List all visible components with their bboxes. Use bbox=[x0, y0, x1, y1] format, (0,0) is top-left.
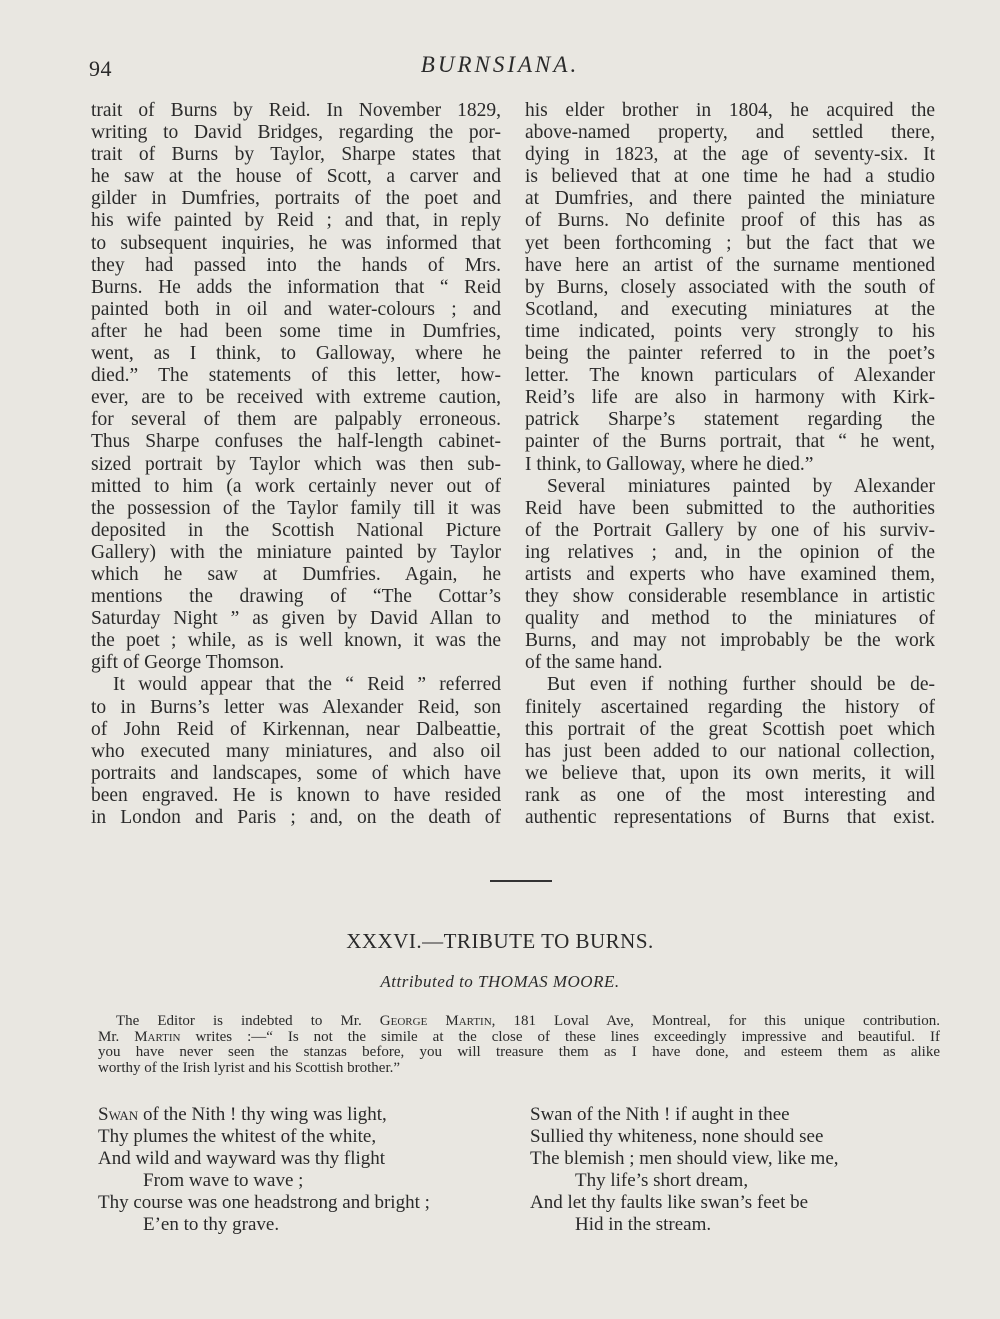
section-divider bbox=[490, 880, 552, 882]
text-line: writing to David Bridges, regarding the por- bbox=[91, 122, 501, 144]
text-line: But even if nothing further should be de- bbox=[547, 674, 935, 696]
text-line: they show considerable resemblance in artistic bbox=[525, 586, 935, 608]
text-line: Saturday Night ” as given by David Allan to bbox=[91, 608, 501, 630]
text-line: yet been forthcoming ; but the fact that we bbox=[525, 232, 935, 254]
text-line: to in Burns’s letter was Alexander Reid, son bbox=[91, 696, 501, 718]
text-line: painter of the Burns portrait, that “ he went, bbox=[525, 431, 935, 453]
text-line: of the same hand. bbox=[525, 652, 663, 674]
note-line bbox=[98, 1030, 940, 1046]
text-line: deposited in the Scottish National Picture bbox=[91, 519, 501, 541]
text-line: at Dumfries, and there painted the miniature bbox=[525, 188, 935, 210]
verse-line bbox=[98, 1104, 430, 1126]
text-line: Thus Sharpe confuses the half-length cabinet- bbox=[91, 431, 501, 453]
text-line: finitely ascertained regarding the history of bbox=[525, 696, 935, 718]
verse-line: And let thy faults like swan’s feet be bbox=[530, 1192, 809, 1213]
left-column bbox=[91, 100, 501, 829]
text-line: for several of them are palpably erroneous. bbox=[91, 409, 501, 431]
verse-line: Thy course was one headstrong and bright ; bbox=[98, 1192, 430, 1213]
verse-line: And wild and wayward was thy flight bbox=[98, 1148, 386, 1169]
right-column bbox=[525, 100, 935, 829]
text-line: artists and experts who have examined them, bbox=[525, 563, 935, 585]
page-number: 94 bbox=[89, 56, 112, 81]
text-line: they had passed into the hands of Mrs. bbox=[91, 254, 501, 276]
verse-text: of the Nith ! thy wing was light, bbox=[138, 1104, 387, 1125]
text-line: time indicated, points very strongly to his bbox=[525, 320, 935, 342]
text-line: sized portrait by Taylor which was then sub- bbox=[91, 453, 501, 475]
text-line: to subsequent inquiries, he was informed that bbox=[91, 232, 501, 254]
text-line: been engraved. He is known to have resided bbox=[91, 784, 501, 806]
verse-line: The blemish ; men should view, like me, bbox=[530, 1148, 839, 1169]
note-line: worthy of the Irish lyrist and his Scottish brother.” bbox=[98, 1059, 401, 1076]
editor-note bbox=[98, 1014, 940, 1076]
text-line: portraits and landscapes, some of which have bbox=[91, 762, 501, 784]
text-line: It would appear that the “ Reid ” referred bbox=[113, 674, 501, 696]
verse-line: E’en to thy grave. bbox=[143, 1214, 280, 1235]
verse-line: From wave to wave ; bbox=[143, 1170, 304, 1191]
text-line: trait of Burns by Taylor, Sharpe states that bbox=[91, 144, 501, 166]
text-line: mitted to him (a work certainly never out of bbox=[91, 475, 501, 497]
text-line: of the Portrait Gallery by one of his surviv- bbox=[525, 519, 935, 541]
text-line: being the painter referred to in the poet’s bbox=[525, 343, 935, 365]
text-line: I think, to Galloway, where he died.” bbox=[525, 453, 814, 475]
text-line: the poet ; while, as is well known, it was the bbox=[91, 630, 501, 652]
text-line: which he saw at Dumfries. Again, he bbox=[91, 563, 501, 585]
text-line: who executed many miniatures, and also oil bbox=[91, 740, 501, 762]
text-line: in London and Paris ; and, on the death of bbox=[91, 807, 501, 828]
text-line: Burns. He adds the information that “ Reid bbox=[91, 276, 501, 298]
poem-stanza-left bbox=[98, 1104, 430, 1236]
text-line: of Burns. No definite proof of this has as bbox=[525, 210, 935, 232]
text-line: rank as one of the most interesting and bbox=[525, 784, 935, 806]
text-line: quality and method to the miniatures of bbox=[525, 608, 935, 630]
verse-initial: Swan bbox=[98, 1104, 139, 1125]
text-line: gift of George Thomson. bbox=[91, 652, 285, 674]
attribution: Attributed to THOMAS MOORE. bbox=[380, 972, 620, 991]
contributor-name: George Martin bbox=[379, 1013, 492, 1029]
verse-line: Hid in the stream. bbox=[575, 1214, 712, 1235]
text-line: ever, are to be received with extreme caution, bbox=[91, 387, 501, 409]
contributor-name: Martin bbox=[134, 1028, 181, 1045]
text-line: trait of Burns by Reid. In November 1829, bbox=[91, 100, 501, 121]
text-line: died.” The statements of this letter, how- bbox=[91, 365, 501, 387]
poem-stanza-right bbox=[530, 1104, 839, 1236]
verse-line: Thy life’s short dream, bbox=[575, 1170, 749, 1191]
text-line: painted both in oil and water-colours ; and bbox=[91, 298, 501, 320]
note-text: The Editor is indebted to Mr. bbox=[116, 1013, 380, 1029]
note-text: , 181 Loval Ave, Montreal, for this unique contribution. bbox=[491, 1013, 941, 1029]
text-line: have here an artist of the surname mentioned bbox=[525, 254, 935, 276]
text-line: the possession of the Taylor family till it was bbox=[91, 497, 501, 519]
text-line: gilder in Dumfries, portraits of the poet and bbox=[91, 188, 501, 210]
text-line: letter. The known particulars of Alexander bbox=[525, 365, 935, 387]
text-line: mentions the drawing of “The Cottar’s bbox=[91, 586, 501, 608]
note-line bbox=[98, 1014, 940, 1030]
text-line: Several miniatures painted by Alexander bbox=[547, 475, 935, 497]
text-line: we believe that, upon its own merits, it will bbox=[525, 762, 935, 784]
verse-line: Sullied thy whiteness, none should see bbox=[530, 1126, 824, 1147]
text-line: by Burns, closely associated with the south of bbox=[525, 276, 935, 298]
text-line: patrick Sharpe’s statement regarding the bbox=[525, 409, 935, 431]
text-line: after he had been some time in Dumfries, bbox=[91, 320, 501, 342]
text-line: Gallery) with the miniature painted by Taylor bbox=[91, 541, 501, 563]
running-title: BURNSIANA. bbox=[420, 52, 580, 77]
text-line: authentic representations of Burns that exist. bbox=[525, 807, 935, 828]
verse-line: Thy plumes the whitest of the white, bbox=[98, 1126, 377, 1147]
verse-line: Swan of the Nith ! if aught in thee bbox=[530, 1104, 790, 1125]
note-line: you have never seen the stanzas before, you will treasure them as I have done, and esteem them as alike bbox=[98, 1044, 940, 1060]
text-line: his wife painted by Reid ; and that, in reply bbox=[91, 210, 501, 232]
text-line: went, as I think, to Galloway, where he bbox=[91, 343, 501, 365]
text-line: he saw at the house of Scott, a carver and bbox=[91, 166, 501, 188]
text-line: has just been added to our national collection, bbox=[525, 740, 935, 762]
text-line: this portrait of the great Scottish poet which bbox=[525, 718, 935, 740]
text-line: of John Reid of Kirkennan, near Dalbeattie, bbox=[91, 718, 501, 740]
text-line: Burns, and may not improbably be the work bbox=[525, 630, 935, 652]
text-line: Scotland, and executing miniatures at the bbox=[525, 298, 935, 320]
text-line: is believed that at one time he had a studio bbox=[525, 166, 935, 188]
text-line: Reid have been submitted to the authorities bbox=[525, 497, 935, 519]
text-line: dying in 1823, at the age of seventy-six. It bbox=[525, 144, 935, 166]
note-text: Mr. bbox=[98, 1028, 135, 1045]
text-line: Reid’s life are also in harmony with Kirk- bbox=[525, 387, 935, 409]
text-line: his elder brother in 1804, he acquired the bbox=[525, 100, 935, 121]
text-line: ing relatives ; and, in the opinion of the bbox=[525, 541, 935, 563]
text-line: above-named property, and settled there, bbox=[525, 122, 935, 144]
note-text: writes :—“ Is not the simile at the close of these lines exceedingly impressive and beautiful. If bbox=[180, 1028, 940, 1045]
section-title: XXXVI.—TRIBUTE TO BURNS. bbox=[346, 929, 654, 953]
